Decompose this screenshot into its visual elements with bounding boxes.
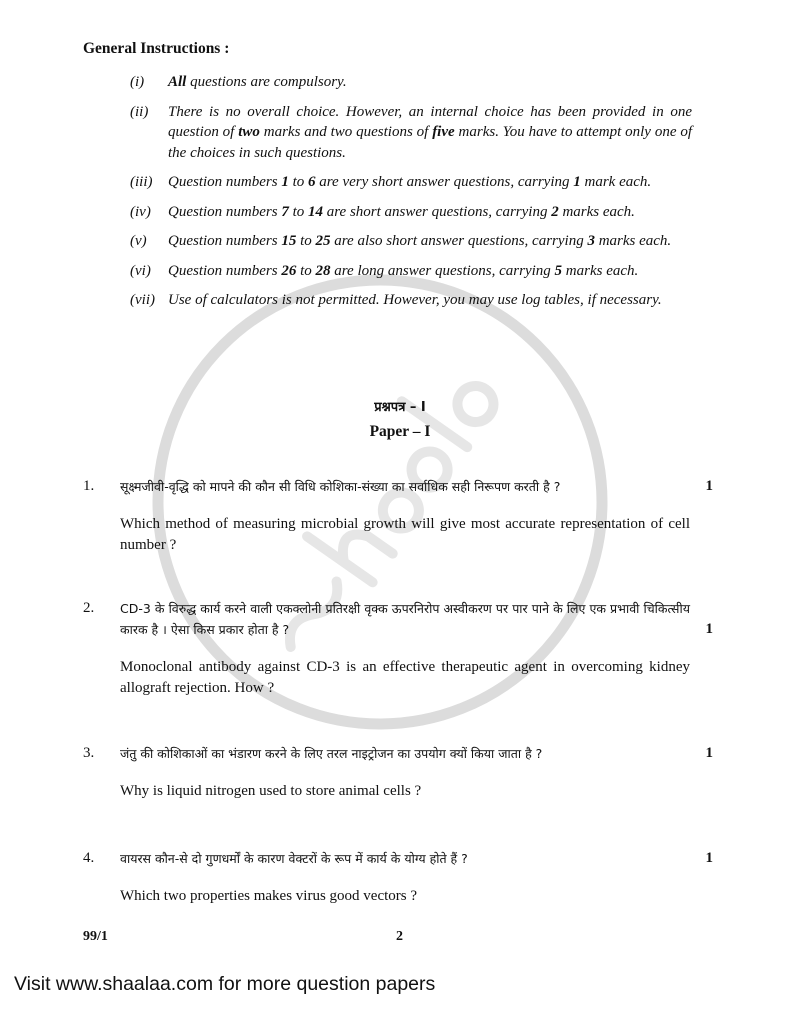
instruction-emphasis: 28 [315,262,331,279]
instruction-item [130,290,692,311]
instruction-item [130,102,692,164]
question-english: Why is liquid nitrogen used to store animal cells ? [120,783,422,799]
page-number: 2 [396,929,403,944]
instruction-emphasis: 1 [573,174,581,190]
instruction-text [168,231,692,252]
question-number: 1. [83,478,95,494]
paper-heading-hindi-text: प्रश्नपत्र – I [374,400,426,415]
instruction-segment: Use of calculators is not permitted. However, you may use log tables, if necessary. [168,292,662,308]
instruction-segment: marks each. [594,233,672,249]
instruction-number: (vi) [130,262,151,279]
instructions-list [130,72,692,320]
question-4 [83,848,713,907]
instruction-text [168,261,692,282]
instruction-segment: questions are compulsory. [186,74,347,90]
instruction-emphasis: 26 [281,262,297,279]
question-marks: 1 [705,478,713,494]
question-english: Which method of measuring microbial growth will give most accurate representation of cell number ? [120,516,690,553]
instruction-segment: mark each. [580,174,652,190]
instruction-number: (iii) [130,174,153,190]
instruction-emphasis: five [432,124,455,140]
instruction-segment: Question numbers [168,233,282,249]
instruction-segment: to [288,174,308,190]
promo-banner-link[interactable]: Visit www.shaalaa.com for more question papers [14,973,436,995]
question-marks: 1 [705,850,713,866]
question-english: Monoclonal antibody against CD-3 is an effective therapeutic agent in overcoming kidney allograft rejection. How ? [120,659,690,696]
instruction-segment: Question numbers [168,174,282,190]
instruction-segment: are very short answer questions, carrying [315,174,574,190]
instruction-item [130,72,692,93]
instruction-segment: marks. You have to attempt only one of the choices in such questions. [168,124,692,161]
paper-code: 99/1 [83,929,108,944]
question-hindi: वायरस कौन-से दो गुणधर्मों के कारण वेक्टरों के रूप में कार्य के योग्य होते हैं ? [120,851,468,866]
instruction-segment: marks each. [558,203,635,220]
instruction-number: (ii) [130,103,149,120]
instruction-text [168,172,692,193]
instruction-segment: are short answer questions, carrying [323,203,552,220]
instruction-emphasis: 25 [315,233,331,249]
question-hindi: CD-3 के विरुद्ध कार्य करने वाली एकक्लोनी प्रतिरक्षी वृक्क ऊपरनिरोप अस्वीकरण पर पार पाने के लिए एक प्रभावी चिकित्सीय कारक है । ऐसा किस प्रकार होता है ? [120,601,690,637]
instruction-segment: marks each. [562,262,639,279]
question-1 [83,476,713,556]
instruction-number: (i) [130,74,145,90]
question-hindi: सूक्ष्मजीवी-वृद्धि को मापने की कौन सी विधि कोशिका-संख्या का सर्वाधिक सही निरूपण करती है ? [120,479,561,494]
question-number: 4. [83,850,95,866]
question-3 [83,743,713,802]
question-english: Which two properties makes virus good vectors ? [120,888,418,904]
instruction-emphasis: 7 [281,203,289,220]
instruction-emphasis: 6 [308,174,316,190]
instruction-segment: to [288,203,308,220]
general-instructions-title: General Instructions : [83,40,230,57]
instruction-segment: marks and two questions of [259,124,433,140]
instruction-emphasis: 2 [551,203,559,220]
paper-heading: Paper – I [369,423,431,440]
instruction-emphasis: 15 [281,233,297,249]
instruction-segment: to [296,262,316,279]
instruction-item [130,202,692,223]
question-marks: 1 [705,745,713,761]
question-number: 3. [83,745,95,761]
instruction-text [168,102,692,164]
instruction-emphasis: 5 [554,262,563,279]
instruction-number: (v) [130,233,147,249]
question-2 [83,598,713,699]
instruction-emphasis: All [168,74,187,90]
instruction-number: (vii) [130,292,155,308]
instruction-emphasis: 3 [587,233,595,249]
instruction-segment: There is no overall choice. However, an internal choice has been provided in one question of [168,103,692,140]
instruction-text [168,290,692,311]
instruction-segment: are also short answer questions, carrying [330,233,588,249]
instruction-emphasis: 1 [281,174,289,190]
instruction-item [130,261,692,282]
instruction-text [168,72,692,93]
question-hindi: जंतु की कोशिकाओं का भंडारण करने के लिए तरल नाइट्रोजन का उपयोग क्यों किया जाता है ? [120,746,543,761]
instruction-segment: Question numbers [168,262,282,279]
instruction-text [168,202,692,223]
question-marks: 1 [705,621,713,637]
instruction-item [130,172,692,193]
instruction-item [130,231,692,252]
instruction-number: (iv) [130,203,151,220]
instruction-emphasis: 14 [308,203,323,220]
paper-heading-hindi [0,397,800,416]
instruction-segment: are long answer questions, carrying [330,262,555,279]
question-number: 2. [83,600,95,616]
instruction-segment: Question numbers [168,203,282,220]
instruction-segment: to [296,233,316,249]
instruction-emphasis: two [238,124,260,140]
